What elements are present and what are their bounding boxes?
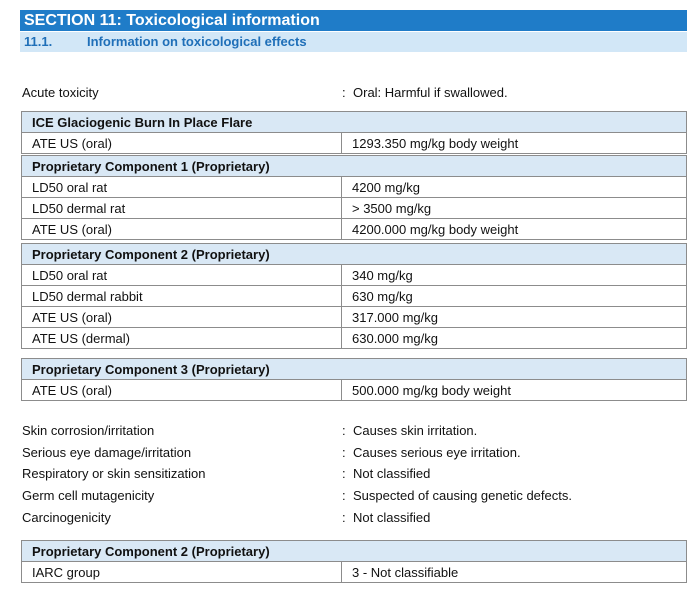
product-ate-table [21, 111, 687, 154]
hazard-separator: : [342, 466, 346, 481]
table-row [22, 177, 687, 198]
table-row [22, 562, 687, 583]
table-row [22, 265, 687, 286]
table-cell-label: ATE US (oral) [22, 219, 342, 240]
table-cell-value: 500.000 mg/kg body weight [342, 380, 687, 401]
table-row [22, 198, 687, 219]
section-title: SECTION 11: Toxicological information [20, 10, 687, 31]
hazard-row-mutagenicity [22, 486, 687, 506]
hazard-value: Causes skin irritation. [353, 423, 478, 438]
table-row [22, 219, 687, 240]
table-header-row [22, 244, 687, 265]
table-row [22, 380, 687, 401]
acute-toxicity-row [22, 83, 687, 103]
hazard-separator: : [342, 423, 346, 438]
hazard-value: Causes serious eye irritation. [353, 445, 521, 460]
acute-toxicity-separator: : [342, 85, 346, 100]
table-cell-label: LD50 dermal rat [22, 198, 342, 219]
hazard-label: Germ cell mutagenicity [22, 488, 155, 503]
table-cell-value: 4200.000 mg/kg body weight [342, 219, 687, 240]
hazard-value: Not classified [353, 510, 431, 525]
table-header: Proprietary Component 2 (Proprietary) [22, 541, 687, 562]
acute-toxicity-value: Oral: Harmful if swallowed. [353, 85, 508, 100]
hazard-label: Serious eye damage/irritation [22, 445, 192, 460]
hazard-row-carcinogenicity [22, 508, 687, 528]
table-row [22, 328, 687, 349]
table-row [22, 307, 687, 328]
table-cell-value: 340 mg/kg [342, 265, 687, 286]
table-header: ICE Glaciogenic Burn In Place Flare [22, 112, 687, 133]
hazard-separator: : [342, 445, 346, 460]
iarc-table [21, 540, 687, 583]
table-header: Proprietary Component 2 (Proprietary) [22, 244, 687, 265]
hazard-row-eye-damage [22, 443, 687, 463]
table-row [22, 286, 687, 307]
table-cell-value: 317.000 mg/kg [342, 307, 687, 328]
hazard-label: Carcinogenicity [22, 510, 111, 525]
table-cell-value: 3 - Not classifiable [342, 562, 687, 583]
table-cell-label: ATE US (oral) [22, 380, 342, 401]
component-2-table [21, 243, 687, 349]
hazard-label: Respiratory or skin sensitization [22, 466, 206, 481]
subsection-header [20, 32, 687, 52]
component-3-table [21, 358, 687, 401]
table-cell-label: ATE US (oral) [22, 133, 342, 154]
table-cell-value: 630.000 mg/kg [342, 328, 687, 349]
table-cell-label: LD50 oral rat [22, 265, 342, 286]
hazard-value: Suspected of causing genetic defects. [353, 488, 572, 503]
hazard-value: Not classified [353, 466, 431, 481]
table-cell-label: LD50 dermal rabbit [22, 286, 342, 307]
table-cell-label: ATE US (dermal) [22, 328, 342, 349]
table-cell-label: LD50 oral rat [22, 177, 342, 198]
hazard-label: Skin corrosion/irritation [22, 423, 155, 438]
subsection-title: Information on toxicological effects [87, 34, 307, 49]
table-header-row [22, 112, 687, 133]
table-cell-value: > 3500 mg/kg [342, 198, 687, 219]
table-row [22, 133, 687, 154]
table-cell-value: 1293.350 mg/kg body weight [342, 133, 687, 154]
table-header-row [22, 359, 687, 380]
acute-toxicity-label: Acute toxicity [22, 85, 99, 100]
table-header-row [22, 156, 687, 177]
table-header-row [22, 541, 687, 562]
table-cell-value: 630 mg/kg [342, 286, 687, 307]
table-cell-label: ATE US (oral) [22, 307, 342, 328]
table-header: Proprietary Component 3 (Proprietary) [22, 359, 687, 380]
hazard-separator: : [342, 510, 346, 525]
component-1-table [21, 155, 687, 240]
subsection-number: 11.1. [24, 34, 53, 49]
hazard-row-skin-corrosion [22, 421, 687, 441]
table-header: Proprietary Component 1 (Proprietary) [22, 156, 687, 177]
table-cell-value: 4200 mg/kg [342, 177, 687, 198]
hazard-separator: : [342, 488, 346, 503]
hazard-row-sensitization [22, 464, 687, 484]
table-cell-label: IARC group [22, 562, 342, 583]
